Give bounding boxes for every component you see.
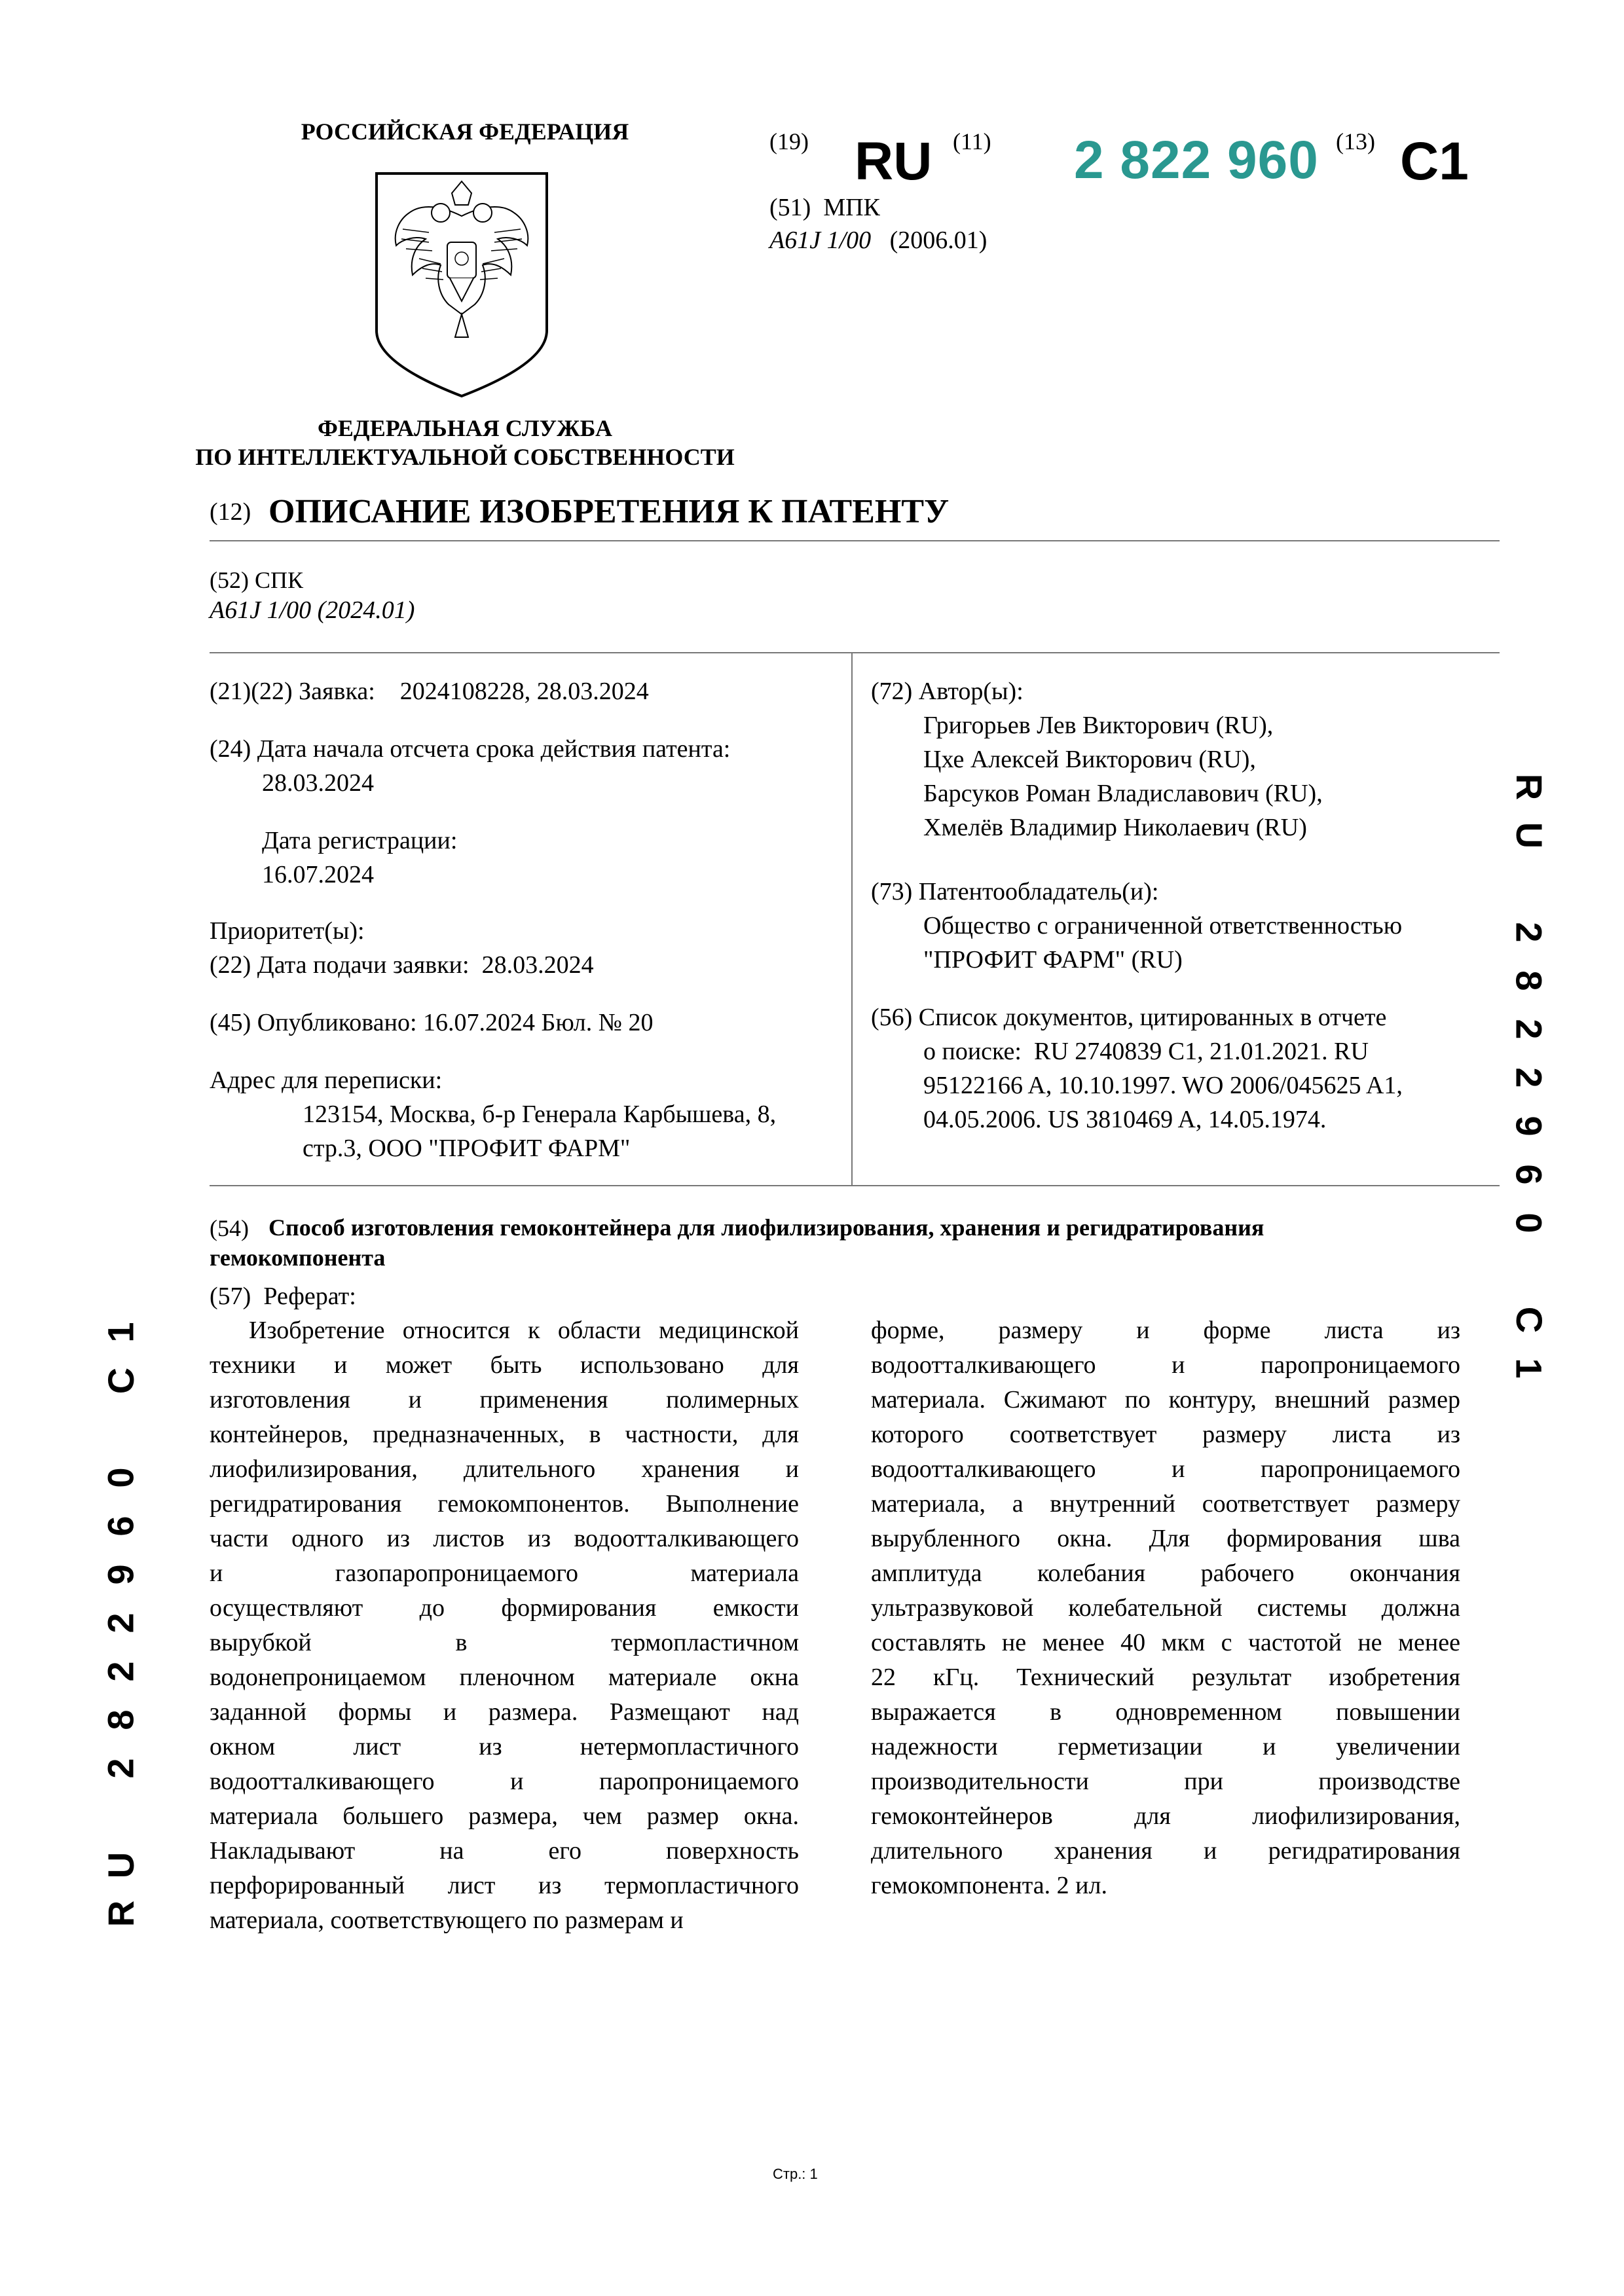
published-label: (45) Опубликовано: bbox=[210, 1009, 417, 1036]
abstract-line: заданной формы и размера. Размещают над bbox=[210, 1698, 799, 1726]
column-divider bbox=[851, 652, 853, 1185]
reference-line bbox=[923, 1034, 1403, 1068]
side-code-char: 2 bbox=[1509, 1019, 1550, 1040]
author: Григорьев Лев Викторович (RU), bbox=[923, 712, 1274, 739]
abstract-line: выражается в одновременном повышении bbox=[871, 1698, 1460, 1726]
abstract-line: Накладывают на его поверхность bbox=[210, 1837, 799, 1865]
address-line2: стр.3, ООО "ПРОФИТ ФАРМ" bbox=[303, 1135, 631, 1162]
abstract-line: контейнеров, предназначенных, в частности, для bbox=[210, 1421, 799, 1448]
divider bbox=[210, 1185, 1500, 1186]
application-value: 2024108228, 28.03.2024 bbox=[399, 678, 649, 705]
mpk-class-row bbox=[769, 226, 987, 255]
abstract-line: вырубкой в термопластичном bbox=[210, 1629, 799, 1656]
side-code-char: 1 bbox=[1509, 1358, 1550, 1379]
abstract-line: длительного хранения и регидратирования bbox=[871, 1837, 1460, 1865]
abstract-line: ультразвуковой колебательной системы должна bbox=[871, 1594, 1460, 1622]
divider bbox=[210, 540, 1500, 541]
side-code-char bbox=[1505, 879, 1553, 889]
abstract-line: материала, соответствующего по размерам и bbox=[210, 1906, 684, 1934]
side-code-char: U bbox=[100, 1851, 141, 1879]
spk-class: A61J 1/00 (2024.01) bbox=[210, 596, 415, 624]
bulletin: Бюл. № 20 bbox=[541, 1009, 654, 1036]
abstract-heading bbox=[210, 1282, 356, 1311]
abstract-label: Реферат: bbox=[263, 1283, 356, 1310]
inid-code-13: (13) bbox=[1336, 128, 1375, 155]
divider bbox=[210, 652, 1500, 653]
abstract-line: производительности при производстве bbox=[871, 1768, 1460, 1795]
abstract-line: водоотталкивающего и паропроницаемого bbox=[871, 1455, 1460, 1483]
abstract-line: техники и может быть использовано для bbox=[210, 1351, 799, 1379]
side-code-char bbox=[1505, 1266, 1553, 1277]
reference-line: 95122166 A, 10.10.1997. WO 2006/045625 A1, bbox=[923, 1072, 1403, 1099]
abstract-line: водонепроницаемом пленочном материале окна bbox=[210, 1664, 799, 1691]
mpk-version: (2006.01) bbox=[889, 227, 987, 254]
priority-label: Приоритет(ы): bbox=[210, 917, 365, 945]
holder-label: (73) Патентообладатель(и): bbox=[871, 878, 1159, 905]
holder-name bbox=[923, 909, 1402, 977]
filing-value: 28.03.2024 bbox=[481, 951, 594, 979]
side-code-char: 8 bbox=[100, 1709, 141, 1730]
abstract-line: перфорированный лист из термопластичного bbox=[210, 1872, 799, 1899]
abstract-right-column bbox=[871, 1313, 1460, 1903]
side-code-char bbox=[97, 1424, 145, 1434]
abstract-line: которого соответствует размеру листа из bbox=[871, 1421, 1460, 1448]
published-row bbox=[210, 1006, 654, 1040]
inid-code-19: (19) bbox=[769, 128, 809, 155]
side-code-char: 2 bbox=[100, 1661, 141, 1682]
side-code-char: R bbox=[100, 1900, 141, 1927]
abstract-line: материала. Сжимают по контуру, внешний размер bbox=[871, 1386, 1460, 1413]
side-code-char: 6 bbox=[1509, 1164, 1550, 1185]
abstract-line: окном лист из нетермопластичного bbox=[210, 1733, 799, 1760]
application-label: (21)(22) Заявка: bbox=[210, 678, 375, 705]
side-code-char: U bbox=[1508, 822, 1550, 849]
references-label: (56) Список документов, цитированных в отчете bbox=[871, 1004, 1387, 1031]
abstract-line: надежности герметизации и увеличении bbox=[871, 1733, 1460, 1760]
holder-line: "ПРОФИТ ФАРМ" (RU) bbox=[923, 946, 1183, 974]
abstract-line: изготовления и применения полимерных bbox=[210, 1386, 799, 1413]
side-code-char bbox=[97, 1812, 145, 1822]
inid-code-12: (12) bbox=[210, 498, 251, 526]
references-prefix: о поиске: bbox=[923, 1038, 1022, 1065]
side-code-char: 1 bbox=[100, 1322, 141, 1343]
spk-label: СПК bbox=[254, 567, 304, 593]
country-name: РОССИЙСКАЯ ФЕДЕРАЦИЯ bbox=[301, 118, 629, 145]
side-code-char: 9 bbox=[1509, 1116, 1550, 1137]
term-start-label: (24) Дата начала отсчета срока действия патента: bbox=[210, 735, 731, 763]
filing-row bbox=[210, 948, 594, 982]
document-type: ОПИСАНИЕ ИЗОБРЕТЕНИЯ К ПАТЕНТУ bbox=[268, 493, 950, 530]
side-code-char: C bbox=[100, 1367, 141, 1394]
mpk-class: A61J 1/00 bbox=[769, 227, 872, 254]
reference-line: 04.05.2006. US 3810469 A, 14.05.1974. bbox=[923, 1106, 1327, 1133]
address-line1: 123154, Москва, б-р Генерала Карбышева, 8, bbox=[303, 1101, 777, 1128]
abstract-line: форме, размеру и форме листа из bbox=[871, 1317, 1460, 1344]
coat-of-arms-emblem bbox=[363, 167, 560, 399]
abstract-line: водоотталкивающего и паропроницаемого bbox=[871, 1351, 1460, 1379]
spk-label-row bbox=[210, 566, 303, 594]
side-code-char: 0 bbox=[100, 1467, 141, 1488]
office-name-line1: ФЕДЕРАЛЬНАЯ СЛУЖБА bbox=[318, 415, 612, 441]
side-code-char: 2 bbox=[100, 1613, 141, 1633]
page-number: Стр.: 1 bbox=[773, 2166, 818, 2182]
filing-label: (22) Дата подачи заявки: bbox=[210, 951, 470, 979]
abstract-line: вырубленного окна. Для формирования шва bbox=[871, 1525, 1460, 1552]
invention-title-line1: Способ изготовления гемоконтейнера для лиофилизирования, хранения и регидратирования bbox=[268, 1214, 1264, 1241]
inid-code-54: (54) bbox=[210, 1215, 249, 1241]
side-code-char: C bbox=[1508, 1306, 1550, 1334]
abstract-line: амплитуда колебания рабочего окончания bbox=[871, 1559, 1460, 1587]
mpk-label: МПК bbox=[823, 194, 880, 221]
inid-code-11: (11) bbox=[953, 128, 991, 155]
application-row bbox=[210, 674, 649, 708]
term-start-value: 28.03.2024 bbox=[262, 769, 374, 797]
abstract-line: осуществляют до формирования емкости bbox=[210, 1594, 799, 1622]
author: Цхе Алексей Викторович (RU), bbox=[923, 746, 1256, 773]
published-value: 16.07.2024 bbox=[423, 1009, 536, 1036]
side-code-char: R bbox=[1508, 773, 1550, 801]
side-code-char: 9 bbox=[100, 1564, 141, 1585]
patent-number: 2 822 960 bbox=[1074, 130, 1319, 190]
side-code-char: 8 bbox=[1509, 970, 1550, 991]
reference-text: RU 2740839 C1, 21.01.2021. RU bbox=[1033, 1038, 1369, 1065]
abstract-line: 22 кГц. Технический результат изобретения bbox=[871, 1664, 1460, 1691]
side-code-char: 0 bbox=[1509, 1212, 1550, 1233]
invention-title-line2: гемокомпонента bbox=[210, 1245, 386, 1271]
author: Барсуков Роман Владиславович (RU), bbox=[923, 780, 1323, 807]
side-patent-code-left bbox=[92, 1283, 151, 1938]
references-list bbox=[923, 1034, 1403, 1137]
authors-list bbox=[923, 708, 1323, 845]
side-code-char: 2 bbox=[100, 1758, 141, 1779]
registration-label: Дата регистрации: bbox=[262, 827, 458, 854]
address-label: Адрес для переписки: bbox=[210, 1066, 443, 1094]
author: Хмелёв Владимир Николаевич (RU) bbox=[923, 814, 1307, 841]
abstract-left-column bbox=[210, 1313, 799, 1938]
abstract-line: Изобретение относится к области медицинской bbox=[249, 1317, 799, 1344]
country-code: RU bbox=[855, 132, 932, 191]
side-patent-code-right bbox=[1500, 763, 1559, 1417]
mpk-label-row bbox=[769, 193, 880, 222]
office-name-line2: ПО ИНТЕЛЛЕКТУАЛЬНОЙ СОБСТВЕННОСТИ bbox=[195, 444, 735, 470]
side-code-char: 6 bbox=[100, 1516, 141, 1537]
abstract-line: составлять не менее 40 мкм с частотой не менее bbox=[871, 1629, 1460, 1656]
abstract-line: водоотталкивающего и паропроницаемого bbox=[210, 1768, 799, 1795]
inid-code-52: (52) bbox=[210, 567, 249, 593]
inid-code-51: (51) bbox=[769, 194, 811, 221]
holder-line: Общество с ограниченной ответственностью bbox=[923, 912, 1403, 939]
kind-code: C1 bbox=[1400, 132, 1469, 191]
side-code-char: 2 bbox=[1509, 1067, 1550, 1088]
abstract-line: материала большего размера, чем размер окна. bbox=[210, 1802, 799, 1830]
abstract-line: материала, а внутренний соответствует размеру bbox=[871, 1490, 1460, 1518]
abstract-line: лиофилизирования, длительного хранения и bbox=[210, 1455, 799, 1483]
abstract-line: и газопаропроницаемого материала bbox=[210, 1559, 799, 1587]
abstract-line: части одного из листов из водоотталкивающего bbox=[210, 1525, 799, 1552]
abstract-line: гемокомпонента. 2 ил. bbox=[871, 1872, 1107, 1899]
side-code-char: 2 bbox=[1509, 922, 1550, 943]
registration-value: 16.07.2024 bbox=[262, 861, 374, 888]
authors-label: (72) Автор(ы): bbox=[871, 678, 1024, 705]
abstract-line: регидратирования гемокомпонентов. Выполнение bbox=[210, 1490, 799, 1518]
inid-code-57: (57) bbox=[210, 1283, 251, 1310]
abstract-line: гемоконтейнеров для лиофилизирования, bbox=[871, 1802, 1460, 1830]
